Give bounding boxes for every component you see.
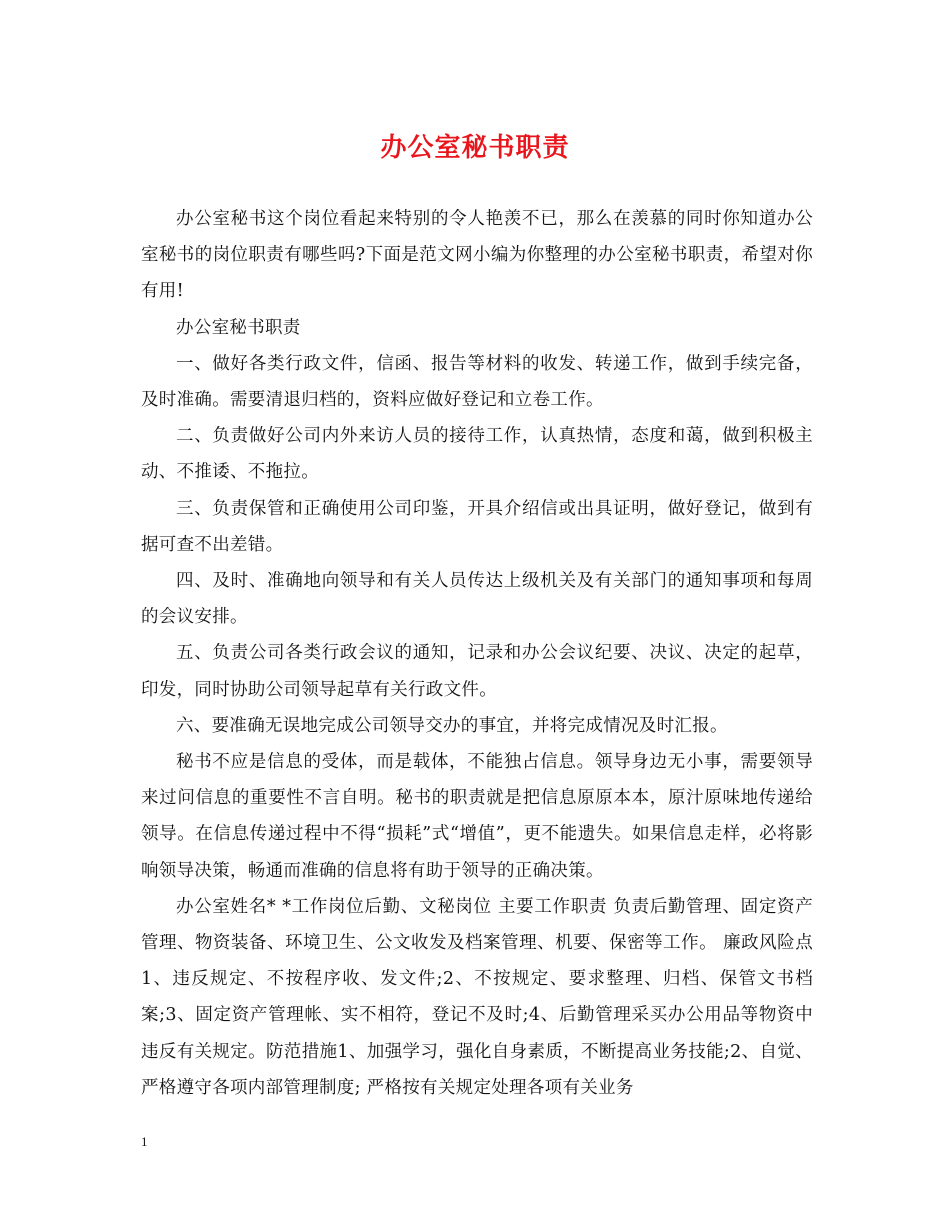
- paragraph-duty-6: 六、要准确无误地完成公司领导交办的事宜，并将完成情况及时汇报。: [176, 715, 728, 736]
- paragraph-duty-1: 一、做好各类行政文件，信函、报告等材料的收发、转递工作，做到手续完备，及时准确。需要清退归档的，资料应做好登记和立卷工作。: [141, 353, 813, 411]
- paragraph-post-description: 办公室姓名* *工作岗位后勤、文秘岗位 主要工作职责 负责后勤管理、固定资产管理、物资装备、环境卫生、公文收发及档案管理、机要、保密等工作。 廉政风险点1、违反规定、不按程序收、发文件;2、不按规定、要求整理、归档、保管文书档案;3、固定资产管理帐、实不相符，登记不及时;4、后勤管理采买办公用品等物资中违反有关规定。防范措施1、加强学习，强化自身素质，不断提高业务技能;2、自觉、严格遵守各项内部管理制度; 严格按有关规定处理各项有关业务: [141, 896, 813, 1098]
- document-body: [141, 201, 813, 1106]
- paragraph-duty-4: 四、及时、准确地向领导和有关人员传达上级机关及有关部门的通知事项和每周的会议安排。: [141, 571, 813, 628]
- paragraph-duty-2: 二、负责做好公司内外来访人员的接待工作，认真热情，态度和蔼，做到积极主动、不推诿、不拖拉。: [141, 426, 813, 483]
- document-title: 办公室秘书职责: [380, 133, 570, 163]
- paragraph-intro: 办公室秘书这个岗位看起来特别的令人艳羡不已，那么在羡慕的同时你知道办公室秘书的岗位职责有哪些吗?下面是范文网小编为你整理的办公室秘书职责，希望对你有用!: [141, 209, 813, 302]
- paragraph-subheading: 办公室秘书职责: [176, 317, 301, 338]
- paragraph-duty-5: 五、负责公司各类行政会议的通知，记录和办公会议纪要、决议、决定的起草，印发，同时协助公司领导起草有关行政文件。: [141, 643, 813, 700]
- paragraph-duty-3: 三、负责保管和正确使用公司印鉴，开具介绍信或出具证明，做好登记，做到有据可查不出差错。: [141, 498, 813, 555]
- paragraph-information: 秘书不应是信息的受体，而是载体，不能独占信息。领导身边无小事，需要领导来过问信息的重要性不言自明。秘书的职责就是把信息原原本本，原汁原味地传递给领导。在信息传递过程中不得“损耗”式“增值”，更不能遗失。如果信息走样，必将影响领导决策，畅通而准确的信息将有助于领导的正确决策。: [141, 752, 813, 881]
- page-number: 1: [141, 1134, 148, 1149]
